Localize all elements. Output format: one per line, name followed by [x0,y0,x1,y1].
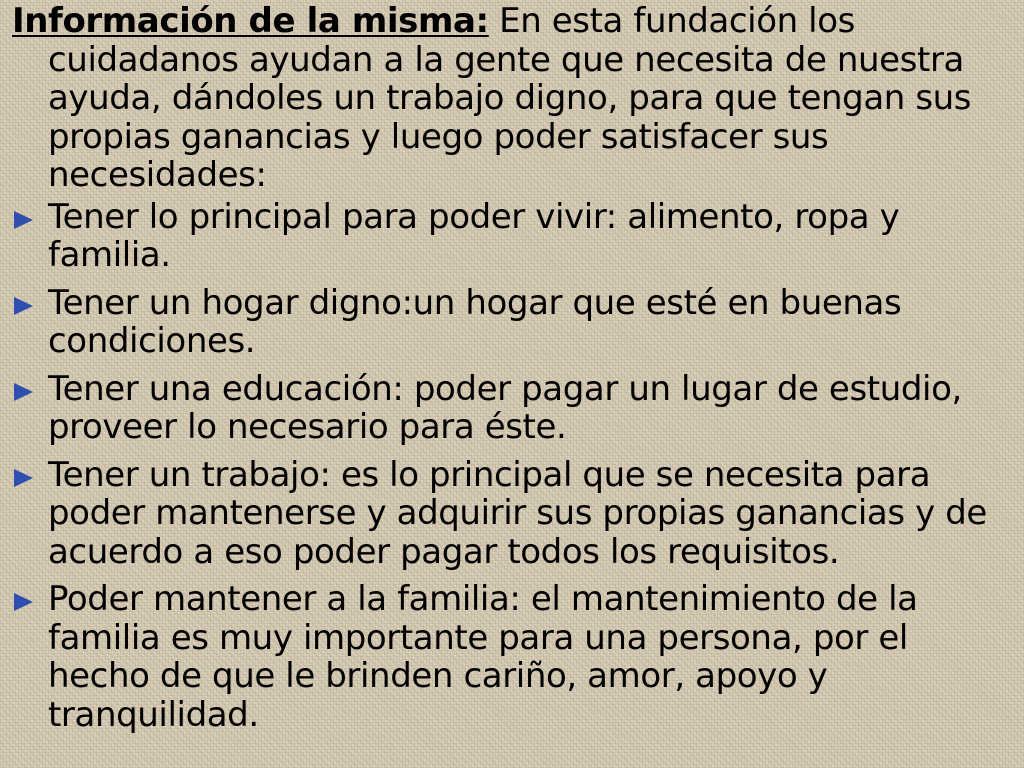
triangle-right-icon [14,469,33,487]
bullet-item [12,198,1016,275]
bullet-text: Poder mantener a la familia: el mantenimiento de la familia es muy importante para una persona, por el hecho de que le brinden cariño, amor, apoyo y tranquilidad. [48,579,918,735]
bullet-item [12,370,1016,447]
triangle-right-icon [14,593,33,611]
bullet-list [12,198,1016,735]
bullet-text: Tener lo principal para poder vivir: alimento, ropa y familia. [48,196,900,275]
triangle-right-icon [14,211,33,229]
bullet-text: Tener un trabajo: es lo principal que se necesita para poder mantenerse y adquirir sus propias ganancias y de acuerdo a eso poder pagar todos los requisitos. [48,454,987,572]
intro-text: En esta fundación los cuidadanos ayudan a la gente que necesita de nuestra ayuda, dándoles un trabajo digno, para que tengan sus propias ganancias y luego poder satisfacer sus necesidades: [48,1,972,195]
bullet-item [12,456,1016,572]
slide-content [12,2,1016,743]
section-heading: Información de la misma: [12,1,489,41]
bullet-text: Tener un hogar digno:un hogar que esté en buenas condiciones. [48,282,902,361]
triangle-right-icon [14,383,33,401]
bullet-text: Tener una educación: poder pagar un lugar de estudio, proveer lo necesario para éste. [48,368,962,447]
intro-paragraph [12,2,1016,195]
bullet-item [12,284,1016,361]
bullet-item [12,580,1016,734]
triangle-right-icon [14,297,33,315]
